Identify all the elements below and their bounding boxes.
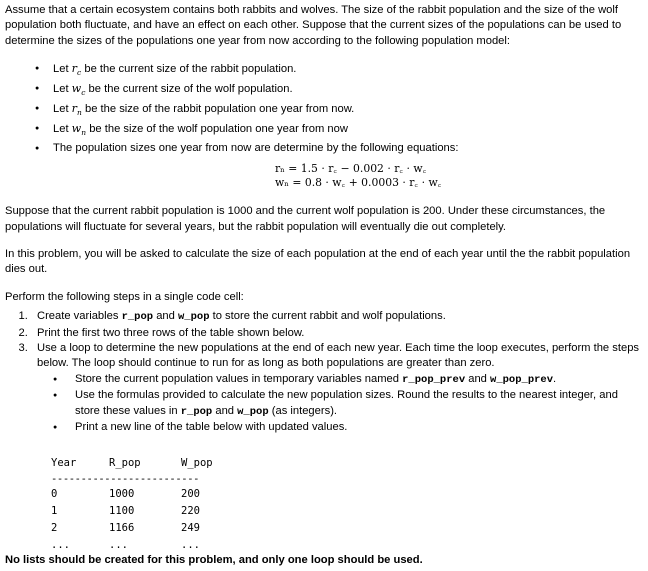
table-row: 2 1166 249	[51, 521, 200, 534]
variable-symbol: $w_n$	[71, 121, 87, 137]
code-token: r_pop	[121, 311, 154, 324]
step-item: 2. Print the first two three rows of the table shown below.	[31, 326, 644, 341]
definition-item: ● Let $w_n$ be the size of the wolf population one year from now	[35, 121, 644, 141]
step-item: 1. Create variables r_pop and w_pop to store the current rabbit and wolf populations.	[31, 309, 644, 325]
code-token: w_pop	[177, 311, 210, 324]
substep-item: ● Store the current population values in temporary variables named r_pop_prev and w_pop_prev.	[53, 372, 644, 388]
step-item: 3. Use a loop to determine the new populations at the end of each new year. Each time the loop executes, perform the steps below. The loop should continue to run for as long as both populations are greater than zero. ● Store the current population values in temporary variables named r_pop_prev and w_pop_prev. ● Use the formulas provided to calculate the new population sizes. Round the results to the nearest integer, and store these values in r_pop and w_pop (as integers). ● Print a new line of the table below with updated values.	[31, 341, 644, 435]
table-row: 1 1100 220	[51, 504, 200, 517]
steps-heading: Perform the following steps in a single code cell:	[5, 290, 244, 303]
final-note: No lists should be created for this problem, and only one loop should be used.	[5, 554, 423, 566]
table-row: ... ... ...	[51, 538, 200, 551]
substep-item: ● Print a new line of the table below with updated values.	[53, 420, 644, 435]
table-separator: -------------------------	[51, 473, 200, 486]
header-w-pop: W_pop	[181, 457, 213, 470]
variable-symbol: $r_c$	[71, 62, 82, 78]
equations	[275, 162, 644, 190]
header-year: Year	[51, 457, 77, 470]
rabbit-equation: rₙ = 1.5 · r꜀ − 0.002 · r꜀ · w꜀	[275, 162, 427, 176]
definition-item: ● Let $w_c$ be the current size of the wolf population.	[35, 81, 644, 101]
task-paragraph: In this problem, you will be asked to calculate the size of each population at the end of each year until the the rabbit population dies out.	[5, 247, 631, 276]
steps-list	[5, 309, 644, 435]
code-token: r_pop_prev	[402, 373, 466, 386]
intro-paragraph: Assume that a certain ecosystem contains both rabbits and wolves. The size of the rabbit population and the size of the wolf population both fluctuate, and have an effect on each other. Suppose that the current sizes of the populations can be used to determine the sizes of the populations one year from now according to the following population model:	[5, 4, 622, 47]
substep-list	[37, 372, 644, 436]
table-header-row	[51, 453, 231, 473]
code-token: w_pop	[237, 405, 269, 418]
definition-item: ● Let $r_c$ be the current size of the rabbit population.	[35, 61, 644, 81]
header-r-pop: R_pop	[109, 457, 141, 470]
table-row: 0 1000 200	[51, 487, 200, 500]
variable-symbol: $w_c$	[71, 82, 86, 98]
definition-list	[5, 61, 644, 156]
wolf-equation: wₙ = 0.8 · w꜀ + 0.0003 · r꜀ · w꜀	[275, 176, 442, 190]
definition-item: ● The population sizes one year from now are determine by the following equations:	[35, 141, 644, 157]
output-table	[51, 453, 231, 553]
definition-item: ● Let $r_n$ be the size of the rabbit population one year from now.	[35, 101, 644, 121]
table-separator-row	[51, 473, 231, 485]
substep-item: ● Use the formulas provided to calculate the new population sizes. Round the results to the nearest integer, and store these values in r_pop and w_pop (as integers).	[53, 388, 644, 420]
code-token: r_pop	[180, 405, 213, 418]
code-token: w_pop_prev	[490, 373, 554, 386]
variable-symbol: $r_n$	[71, 101, 82, 118]
scenario-paragraph: Suppose that the current rabbit population is 1000 and the current wolf population is 200. Under these circumstances, the populations will fluctuate for several years, but the rabbit population will eventually die out completely.	[5, 205, 606, 233]
